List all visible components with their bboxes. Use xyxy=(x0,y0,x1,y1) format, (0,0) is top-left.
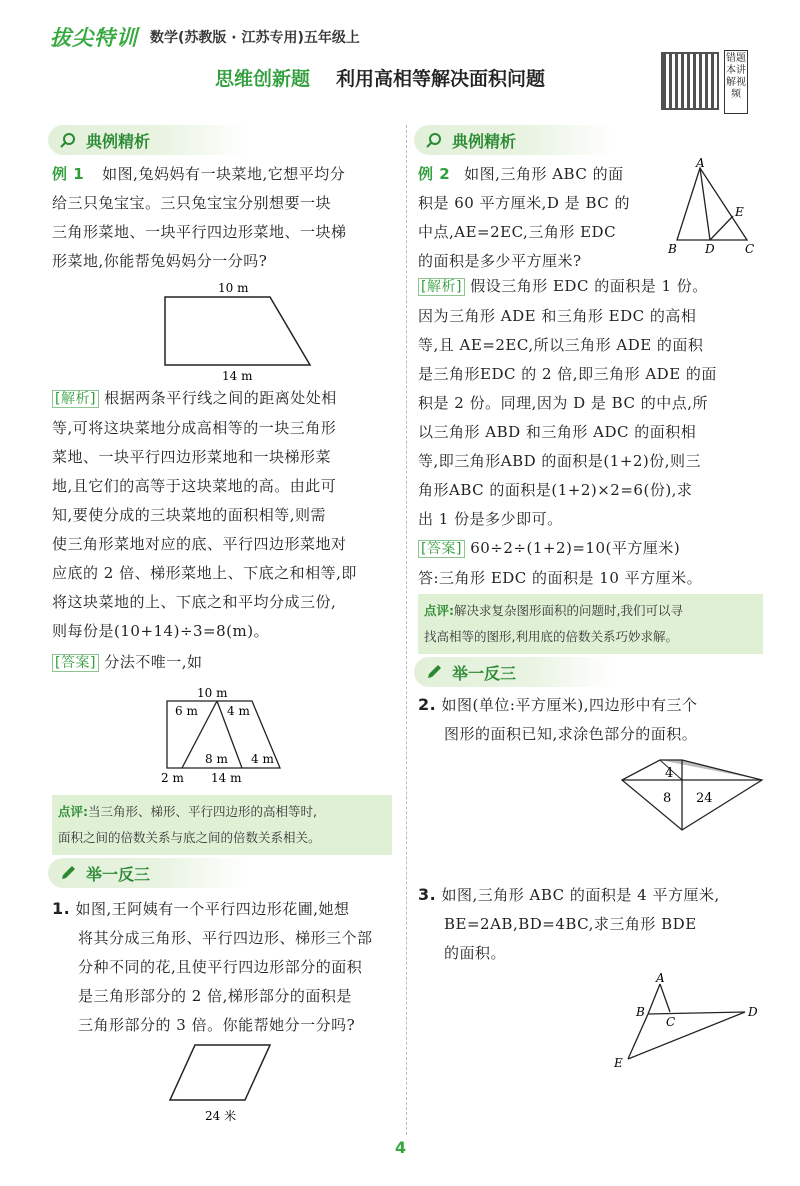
fig2-top: 10 m xyxy=(197,686,228,700)
section-title: 典例精析 xyxy=(452,131,517,151)
text-line: 如图,兔妈妈有一块菜地,它想平均分 xyxy=(102,165,346,183)
fig2-l1: 6 m xyxy=(175,704,198,718)
magnifier-icon xyxy=(424,130,444,150)
comment-box-left xyxy=(52,795,392,855)
problem-3 xyxy=(418,880,763,968)
text-line: 如图,三角形 ABC 的面积是 4 平方厘米, xyxy=(441,886,720,904)
text-line: 将这块菜地的上、下底之和平均分成三份, xyxy=(52,593,337,611)
note-line: 当三角形、梯形、平行四边形的高相等时, xyxy=(88,804,317,819)
label-c: C xyxy=(666,1015,676,1029)
analysis-tag: [解析] xyxy=(52,390,99,408)
problem-2 xyxy=(418,690,763,749)
book-subtitle: 数学(苏教版 · 江苏专用)五年级上 xyxy=(150,30,360,46)
text-line: 等,且 AE=2EC,所以三角形 ADE 的面积 xyxy=(418,336,704,354)
label-a: A xyxy=(696,158,705,170)
triangle-abc-figure xyxy=(665,158,765,260)
area-4: 4 xyxy=(665,766,674,781)
quadrilateral-figure xyxy=(620,750,770,840)
analysis-tag: [解析] xyxy=(418,278,465,296)
qr-code-icon[interactable] xyxy=(661,52,719,110)
text-line: BE=2AB,BD=4BC,求三角形 BDE xyxy=(444,915,697,933)
ex1-line xyxy=(52,160,397,189)
text-line: 是三角形EDC 的 2 倍,即三角形 ADE 的面 xyxy=(418,365,717,383)
text-line: 使三角形菜地对应的底、平行四边形菜地对 xyxy=(52,535,347,553)
text-line: 出 1 份是多少即可。 xyxy=(418,510,563,528)
fig1-bottom-label: 14 m xyxy=(222,369,253,383)
text-line: 的面积是多少平方厘米? xyxy=(418,252,582,270)
section-title: 典例精析 xyxy=(86,131,151,151)
section-practice-left xyxy=(48,858,248,888)
text-line: 以三角形 ABD 和三角形 ADC 的面积相 xyxy=(418,423,697,441)
fig2-b1: 2 m xyxy=(161,771,184,785)
text-line: 如图,三角形 ABC 的面 xyxy=(464,165,624,183)
text-line: 角形ABC 的面积是(1+2)×2=6(份),求 xyxy=(418,481,693,499)
answer-text: 60÷2÷(1+2)=10(平方厘米) xyxy=(470,539,681,557)
note-line: 面积之间的倍数关系与底之间的倍数关系相关。 xyxy=(58,830,321,845)
text-line: 地,且它们的高等于这块菜地的高。由此可 xyxy=(52,477,337,495)
section-practice-right xyxy=(414,657,614,687)
fig2-l2: 4 m xyxy=(227,704,250,718)
text-line: 等,可将这块菜地分成高相等的一块三角形 xyxy=(52,419,337,437)
label-e: E xyxy=(735,205,744,219)
problem-number: 3. xyxy=(418,885,437,904)
section-examples-left xyxy=(48,125,248,155)
ex1-label: 例 1 xyxy=(52,165,85,183)
area-24: 24 xyxy=(696,791,713,806)
text-line: 的面积。 xyxy=(444,944,507,962)
pencil-icon xyxy=(58,863,78,883)
text-line: 图形的面积已知,求涂色部分的面积。 xyxy=(444,725,698,743)
text-line: 中点,AE=2EC,三角形 EDC xyxy=(418,223,617,241)
fig2-l3: 8 m xyxy=(205,752,228,766)
problem-1 xyxy=(52,894,397,1040)
text-line: 将其分成三角形、平行四边形、梯形三个部 xyxy=(78,929,373,947)
section-title: 举一反三 xyxy=(86,864,151,884)
divided-trapezoid-figure xyxy=(155,685,290,790)
label-a: A xyxy=(656,972,665,985)
label-c: C xyxy=(745,242,755,256)
text-line: 如图,王阿姨有一个平行四边形花圃,她想 xyxy=(75,900,350,918)
page-title xyxy=(215,64,545,91)
text-line: 则每份是(10+14)÷3=8(m)。 xyxy=(52,622,270,640)
text-line: 给三只兔宝宝。三只兔宝宝分别想要一块 xyxy=(52,194,332,212)
section-examples-right xyxy=(414,125,614,155)
text-line: 积是 60 平方厘米,D 是 BC 的 xyxy=(418,194,631,212)
qr-label: 错题本讲解视频 xyxy=(724,50,748,114)
magnifier-icon xyxy=(58,130,78,150)
title-topic: 利用高相等解决面积问题 xyxy=(336,68,546,90)
answer-tag: [答案] xyxy=(52,654,99,672)
label-d: D xyxy=(748,1005,758,1019)
text-line: 应底的 2 倍、梯形菜地上、下底之和相等,即 xyxy=(52,564,357,582)
area-8: 8 xyxy=(663,791,672,806)
fig2-b2: 14 m xyxy=(211,771,242,785)
triangle-bde-figure xyxy=(610,972,770,1072)
text-line: 形菜地,你能帮兔妈妈分一分吗? xyxy=(52,252,268,270)
fig1-top-label: 10 m xyxy=(218,281,249,295)
fig3-bottom-label: 24 米 xyxy=(205,1109,237,1123)
label-d: D xyxy=(705,242,715,256)
answer-text-2: 答:三角形 EDC 的面积是 10 平方厘米。 xyxy=(418,569,703,587)
analysis-1 xyxy=(52,384,397,678)
text-line: 分种不同的花,且使平行四边形部分的面积 xyxy=(78,958,363,976)
text-line: 积是 2 份。同理,因为 D 是 BC 的中点,所 xyxy=(418,394,708,412)
text-line: 因为三角形 ADE 和三角形 EDC 的高相 xyxy=(418,307,697,325)
column-divider xyxy=(406,125,407,1135)
example-1 xyxy=(52,160,397,276)
note-label: 点评: xyxy=(58,804,88,819)
fig2-l4: 4 m xyxy=(251,752,274,766)
note-line: 解决求复杂图形面积的问题时,我们可以寻 xyxy=(454,603,683,618)
problem-number: 1. xyxy=(52,899,71,918)
analysis-2 xyxy=(418,272,763,593)
text-line: 等,即三角形ABD 的面积是(1+2)份,则三 xyxy=(418,452,702,470)
page-number: 4 xyxy=(395,1138,407,1157)
text-line: 是三角形部分的 2 倍,梯形部分的面积是 xyxy=(78,987,352,1005)
text-line: 如图(单位:平方厘米),四边形中有三个 xyxy=(441,696,698,714)
text-line: 假设三角形 EDC 的面积是 1 份。 xyxy=(470,277,708,295)
label-b: B xyxy=(636,1005,645,1019)
text-line: 三角形菜地、一块平行四边形菜地、一块梯 xyxy=(52,223,347,241)
problem-number: 2. xyxy=(418,695,437,714)
note-label: 点评: xyxy=(424,603,454,618)
text-line: 根据两条平行线之间的距离处处相 xyxy=(104,389,337,407)
comment-box-right xyxy=(418,594,763,654)
brand-logo: 拔尖特训 xyxy=(50,26,138,50)
note-line: 找高相等的图形,利用底的倍数关系巧妙求解。 xyxy=(424,629,678,644)
ex2-label: 例 2 xyxy=(418,165,451,183)
text-line: 三角形部分的 3 倍。你能帮她分一分吗? xyxy=(78,1016,356,1034)
parallelogram-figure xyxy=(160,1040,280,1130)
text-line: 菜地、一块平行四边形菜地和一块梯形菜 xyxy=(52,448,332,466)
pencil-icon xyxy=(424,662,444,682)
section-title: 举一反三 xyxy=(452,663,517,683)
answer-text: 分法不唯一,如 xyxy=(104,653,203,671)
example-2 xyxy=(418,160,668,276)
label-b: B xyxy=(668,242,677,256)
trapezoid-figure xyxy=(150,280,320,385)
label-e: E xyxy=(614,1056,623,1070)
text-line: 知,要使分成的三块菜地的面积相等,则需 xyxy=(52,506,327,524)
answer-tag: [答案] xyxy=(418,540,465,558)
title-category: 思维创新题 xyxy=(215,68,311,90)
